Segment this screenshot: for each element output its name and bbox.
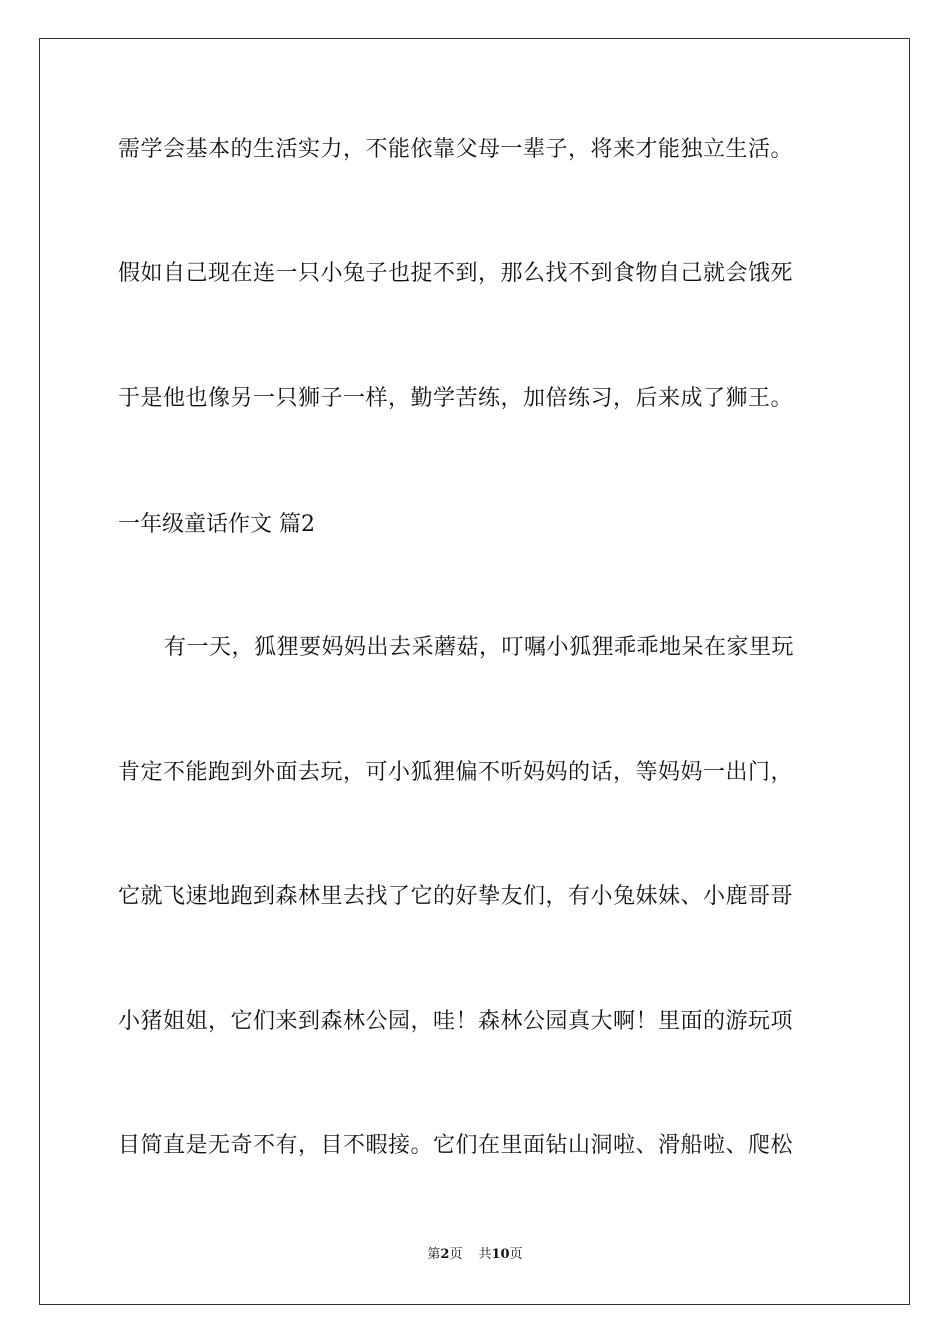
paragraph-line-3: 它就飞速地跑到森林里去找了它的好挚友们，有小兔妹妹、小鹿哥哥 — [118, 884, 794, 909]
page-total: 10 — [491, 1247, 510, 1262]
section-heading: 一年级童话作文 篇2 — [118, 512, 315, 537]
page-current: 2 — [440, 1247, 450, 1262]
page-border — [39, 38, 910, 1305]
page-suffix: 页 — [449, 1247, 463, 1262]
text-line-3: 于是他也像另一只狮子一样，勤学苦练，加倍练习，后来成了狮王。 — [118, 386, 794, 411]
text-line-1: 需学会基本的生活实力，不能依靠父母一辈子，将来才能独立生活。 — [118, 137, 794, 162]
page-footer — [0, 1246, 950, 1264]
total-prefix: 共 — [478, 1247, 492, 1262]
total-suffix: 页 — [509, 1247, 523, 1262]
page-prefix: 第 — [427, 1247, 441, 1262]
paragraph-line-5: 目简直是无奇不有，目不暇接。它们在里面钻山洞啦、滑船啦、爬松 — [118, 1133, 794, 1158]
text-line-2: 假如自己现在连一只小兔子也捉不到，那么找不到食物自己就会饿死 — [118, 261, 794, 286]
paragraph-line-2: 肯定不能跑到外面去玩，可小狐狸偏不听妈妈的话，等妈妈一出门， — [118, 760, 794, 785]
paragraph-line-4: 小猪姐姐，它们来到森林公园，哇！森林公园真大啊！里面的游玩项 — [118, 1009, 794, 1034]
paragraph-line-1: 有一天，狐狸要妈妈出去采蘑菇，叮嘱小狐狸乖乖地呆在家里玩 — [164, 635, 795, 660]
